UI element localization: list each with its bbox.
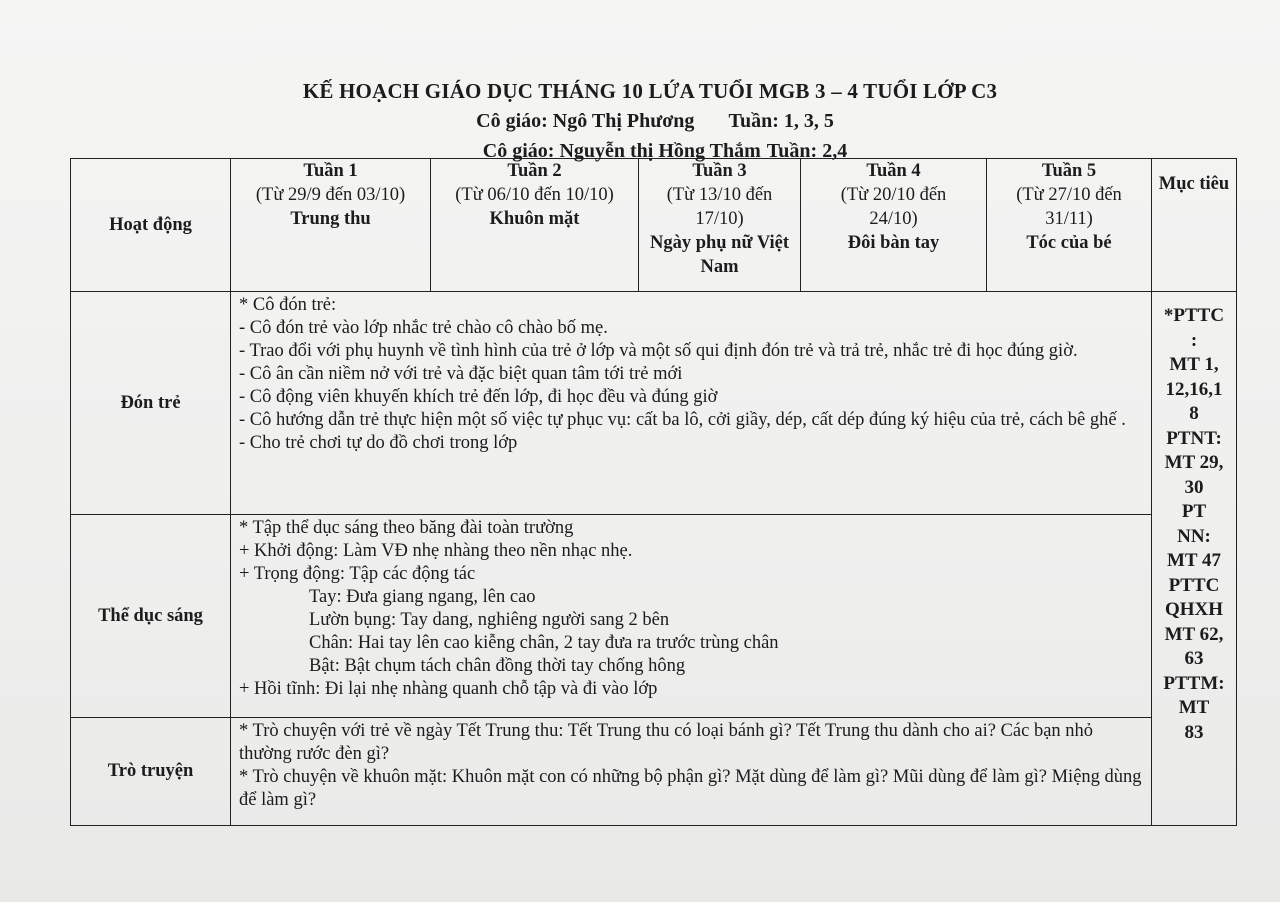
row-label-tro-truyen: Trò truyện: [71, 718, 231, 826]
week-1-theme: Trung thu: [290, 209, 371, 229]
week-1-dates: (Từ 29/9 đến 03/10): [255, 185, 406, 205]
goal-line: 83: [1184, 721, 1204, 743]
row-tro-truyen: [71, 718, 1237, 826]
line: * Tập thể dục sáng theo băng đài toàn trường: [239, 518, 574, 538]
goal-line: 63: [1184, 648, 1204, 669]
header-week-4: [801, 159, 987, 292]
cell-tro-truyen: [231, 718, 1152, 826]
document-title: KẾ HOẠCH GIÁO DỤC THÁNG 10 LỨA TUỔI MGB 3 – 4 TUỔI LỚP C3: [302, 79, 998, 103]
goal-line: PTTM:: [1163, 672, 1225, 694]
cell-muc-tieu: [1152, 292, 1237, 826]
goal-line: MT: [1178, 697, 1210, 718]
teacher-2-weeks: Tuần: 2,4: [766, 140, 848, 162]
line: + Trọng động: Tập các động tác: [239, 564, 476, 584]
week-1-name: Tuần 1: [303, 161, 358, 181]
goal-line: 12,16,1: [1165, 378, 1223, 400]
cell-don-tre: [231, 292, 1152, 515]
goal-line: MT 47: [1166, 550, 1221, 571]
week-5-theme: Tóc của bé: [1026, 233, 1112, 253]
line: * Trò chuyện với trẻ về ngày Tết Trung thu: Tết Trung thu có loại bánh gì? Tết Trung thu dành cho ai? Các bạn nhỏ thường rước đèn gì?: [239, 721, 1094, 764]
header-goal: Mục tiêu: [1152, 159, 1237, 292]
goal-line: :: [1190, 329, 1198, 351]
teacher-1-weeks: Tuần: 1, 3, 5: [728, 110, 834, 132]
week-3-dates: (Từ 13/10 đến 17/10): [666, 185, 773, 229]
goal-line: PT: [1181, 501, 1207, 522]
goal-line: PTTC: [1168, 574, 1220, 596]
line: + Hồi tĩnh: Đi lại nhẹ nhàng quanh chỗ tập và đi vào lớp: [239, 679, 658, 699]
row-label-don-tre: Đón trẻ: [71, 292, 231, 515]
goal-line: MT 62,: [1164, 623, 1224, 645]
goal-line: *PTTC: [1163, 305, 1225, 326]
week-4-theme: Đôi bàn tay: [847, 233, 940, 253]
goal-line: PTNT:: [1166, 427, 1222, 449]
exercise-line: Tay: Đưa giang ngang, lên cao: [309, 587, 536, 607]
line: - Cô ân cần niềm nở với trẻ và đặc biệt quan tâm tới trẻ mới: [239, 364, 683, 384]
header-activity: Hoạt động: [71, 159, 231, 292]
header-week-2: [431, 159, 639, 292]
week-2-dates: (Từ 06/10 đến 10/10): [455, 185, 614, 205]
line: * Trò chuyện về khuôn mặt: Khuôn mặt con có những bộ phận gì? Mặt dùng để làm gì? Mũi dùng để làm gì? Miệng dùng để làm gì?: [239, 767, 1142, 810]
line: + Khởi động: Làm VĐ nhẹ nhàng theo nền nhạc nhẹ.: [239, 541, 633, 561]
week-2-name: Tuần 2: [507, 161, 562, 181]
teacher-2-name: Cô giáo: Nguyễn thị Hồng Thắm: [482, 140, 761, 162]
week-3-name: Tuần 3: [692, 161, 747, 181]
exercise-line: Lườn bụng: Tay dang, nghiêng người sang 2 bên: [309, 610, 670, 630]
goal-line: NN:: [1177, 525, 1211, 547]
week-4-name: Tuần 4: [866, 161, 921, 181]
line: * Cô đón trẻ:: [239, 295, 337, 315]
row-label-the-duc-sang: Thể dục sáng: [71, 515, 231, 718]
goal-line: 30: [1184, 476, 1204, 498]
line: - Cho trẻ chơi tự do đồ chơi trong lớp: [239, 433, 518, 453]
exercise-line: Chân: Hai tay lên cao kiễng chân, 2 tay đưa ra trước trùng chân: [309, 633, 779, 653]
row-the-duc-sang: [71, 515, 1237, 718]
week-3-theme: Ngày phụ nữ Việt Nam: [649, 233, 790, 277]
header-week-5: [987, 159, 1152, 292]
row-don-tre: [71, 292, 1237, 515]
line: - Cô động viên khuyến khích trẻ đến lớp, đi học đều và đúng giờ: [239, 387, 718, 407]
week-5-name: Tuần 5: [1041, 161, 1097, 181]
exercise-line: Bật: Bật chụm tách chân đồng thời tay chống hông: [309, 656, 686, 676]
goal-line: MT 29,: [1164, 452, 1224, 473]
cell-the-duc-sang: [231, 515, 1152, 718]
week-2-theme: Khuôn mặt: [489, 209, 580, 229]
teacher-1-name: Cô giáo: Ngô Thị Phương: [476, 110, 695, 132]
header-week-3: [639, 159, 801, 292]
header-row: [71, 159, 1237, 292]
line: - Cô đón trẻ vào lớp nhắc trẻ chào cô chào bố mẹ.: [239, 318, 608, 338]
goal-line: QHXH: [1164, 599, 1224, 620]
goal-line: 8: [1189, 403, 1199, 424]
week-5-dates: (Từ 27/10 đến 31/11): [1016, 185, 1122, 229]
plan-table: [70, 158, 1237, 826]
teacher-line-1: [0, 110, 1280, 133]
line: - Trao đổi với phụ huynh về tình hình của trẻ ở lớp và một số qui định đón trẻ và trả trẻ, nhắc trẻ đi học đúng giờ.: [239, 341, 1078, 361]
header-week-1: [231, 159, 431, 292]
line: - Cô hướng dẫn trẻ thực hiện một số việc tự phục vụ: cất ba lô, cởi giầy, dép, cất dép đúng ký hiệu của trẻ, cách bê ghế .: [239, 410, 1126, 430]
week-4-dates: (Từ 20/10 đến 24/10): [840, 185, 947, 229]
goal-line: MT 1,: [1169, 354, 1219, 375]
